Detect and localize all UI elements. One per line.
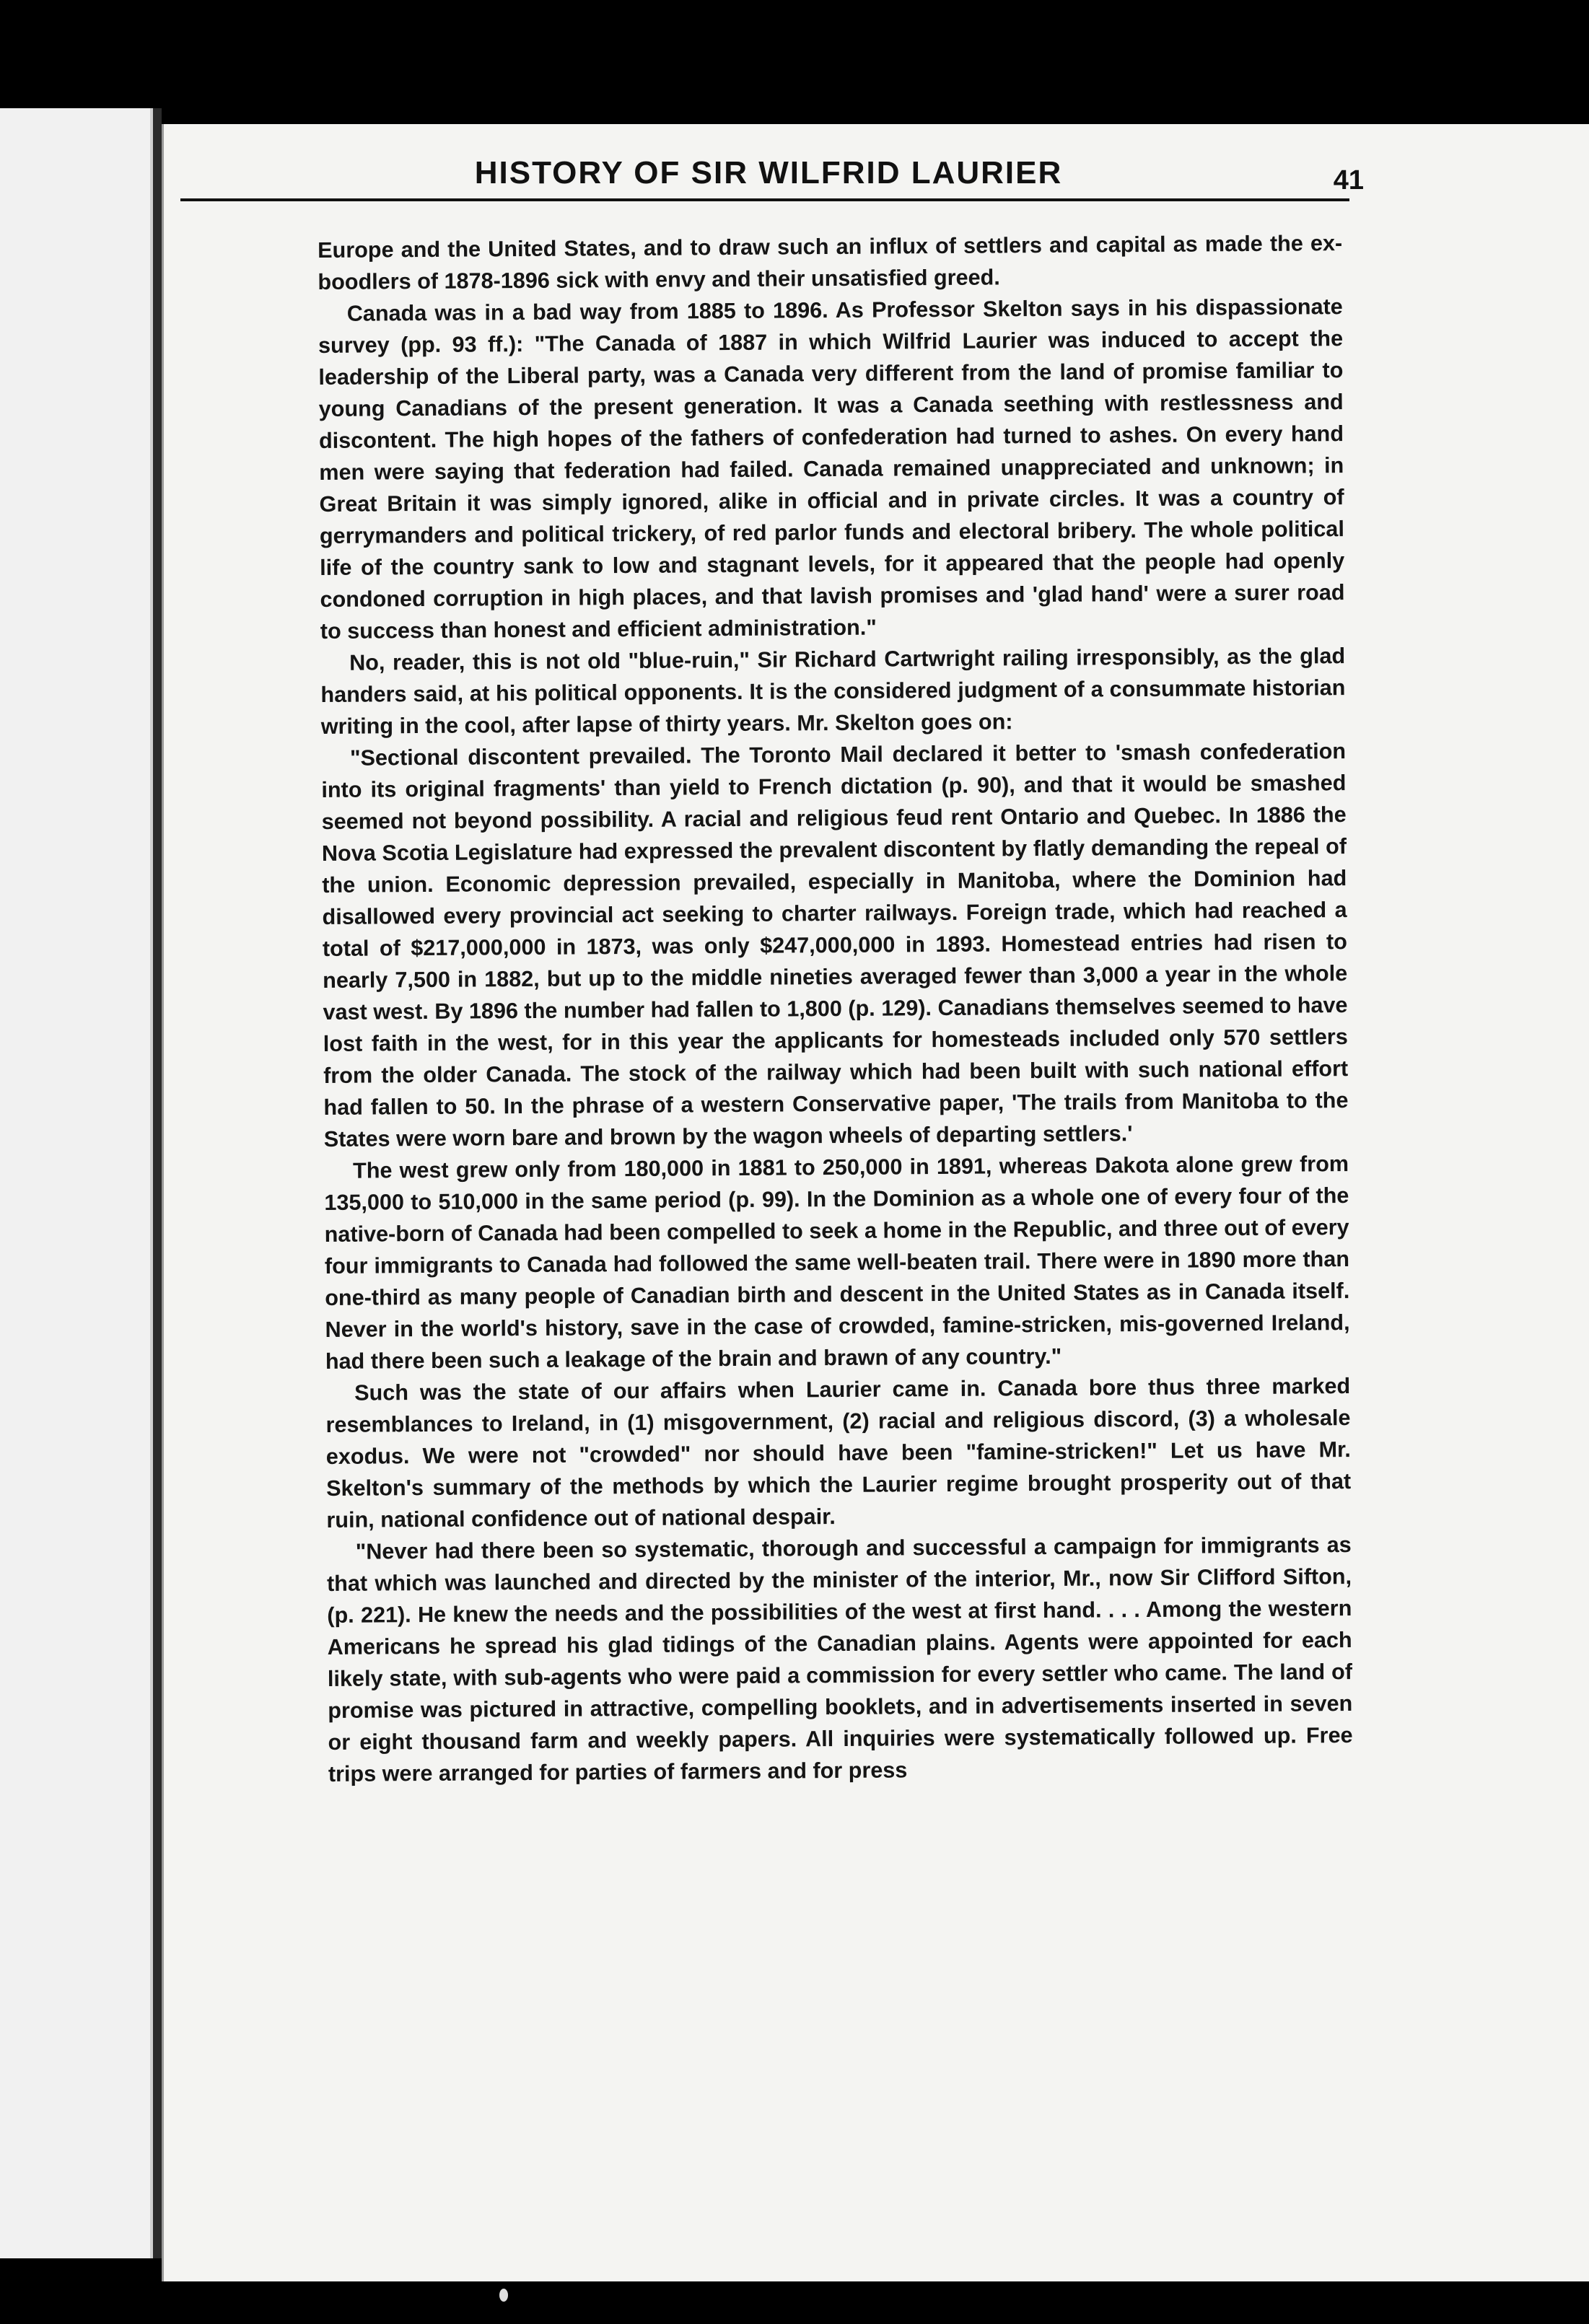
page-number: 41 — [1333, 165, 1364, 196]
facing-page-edge — [0, 108, 153, 2258]
running-title: HISTORY OF SIR WILFRID LAURIER — [474, 155, 1063, 190]
paragraph: Europe and the United States, and to draw such an influx of settlers and capital as made the ex-boodlers of 1878-1896 sick with envy and their unsatisfied greed. — [318, 231, 1343, 294]
header-rule — [180, 198, 1349, 201]
paragraph: "Sectional discontent prevailed. The Toronto Mail declared it better to 'smash confederation into its original fragments' than yield to French dictation (p. 90), and that it would be smashed seemed not beyond possibility. A racial and religious feud rent Ontario and Quebec. In 1886 the Nova Scotia Legislature had expressed the prevalent discontent by flatly demanding the repeal of the union. Economic depression prevailed, especially in Manitoba, where the Dominion had disallowed every provincial act seeking to charter railways. Foreign trade, which had reached a total of $217,000,000 in 1873, was only $247,000,000 in 1893. Homestead entries had risen to nearly 7,500 in 1882, but up to the middle nineties averaged fewer than 3,000 a year in the whole vast west. By 1896 the number had fallen to 1,800 (p. 129). Canadians themselves seemed to have lost faith in the west, for in this year the applicants for homesteads included only 570 settlers from the older Canada. The stock of the railway which had been built with such national effort had fallen to 50. In the phrase of a western Conservative paper, 'The trails from Manitoba to the States were worn bare and brown by the wagon wheels of departing settlers.' — [321, 739, 1349, 1152]
book-gutter — [153, 108, 162, 2258]
paragraph: No, reader, this is not old "blue-ruin," Sir Richard Cartwright railing irresponsibly, as the glad handers said, at his political opponents. It is the considered judgment of a consummate historian writing in the cool, after lapse of thirty years. Mr. Skelton goes on: — [320, 644, 1346, 739]
paragraph: The west grew only from 180,000 in 1881 to 250,000 in 1891, whereas Dakota alone grew from 135,000 to 510,000 in the same period (p. 99). In the Dominion as a whole one of every four of the native-born of Canada had been compelled to seek a home in the Republic, and three out of every four immigrants to Canada had followed the same well-beaten trail. There were in 1890 more than one-third as many people of Canadian birth and descent in the United States as in Canada itself. Never in the world's history, save in the case of crowded, famine-stricken, mis-governed Ireland, had there been such a leakage of the brain and brawn of any country." — [324, 1152, 1350, 1374]
paragraph: Such was the state of our affairs when Laurier came in. Canada bore thus three marked resemblances to Ireland, in (1) misgovernment, (2) racial and religious discord, (3) a wholesale exodus. We were not "crowded" nor should have been "famine-stricken!" Let us have Mr. Skelton's summary of the methods by which the Laurier regime brought prosperity out of that ruin, national confidence out of national despair. — [325, 1374, 1352, 1532]
paragraph: Canada was in a bad way from 1885 to 1896. As Professor Skelton says in his dispassionate survey (pp. 93 ff.): "The Canada of 1887 in which Wilfrid Laurier was induced to accept the leadership of the Liberal party, was a Canada very different from the land of promise familiar to young Canadians of the present generation. It was a Canada seething with restlessness and discontent. The high hopes of the fathers of confederation had turned to ashes. On every hand men were saying that federation had failed. Canada remained unappreciated and unknown; in Great Britain it was simply ignored, alike in official and in private circles. It was a country of gerrymanders and political trickery, of red parlor funds and electoral bribery. The whole political life of the country sank to low and stagnant levels, for it appeared that the people had openly condoned corruption in high places, and that lavish promises and 'glad hand' were a surer road to success than honest and efficient administration." — [318, 294, 1345, 644]
body-text — [318, 227, 1353, 1790]
running-header — [173, 155, 1364, 220]
scan-speck — [499, 2289, 508, 2302]
paragraph: "Never had there been so systematic, thorough and successful a campaign for immigrants as that which was launched and directed by the minister of the interior, Mr., now Sir Clifford Sifton, (p. 221). He knew the needs and the possibilities of the west at first hand. . . . Among the western Americans he spread his glad tidings of the Canadian plains. Agents were appointed for each likely state, with sub-agents who were paid a commission for every settler who came. The land of promise was pictured in attractive, compelling booklets, and in advertisements inserted in seven or eight thousand farm and weekly papers. All inquiries were systematically followed up. Free trips were arranged for parties of farmers and for press — [326, 1532, 1353, 1786]
